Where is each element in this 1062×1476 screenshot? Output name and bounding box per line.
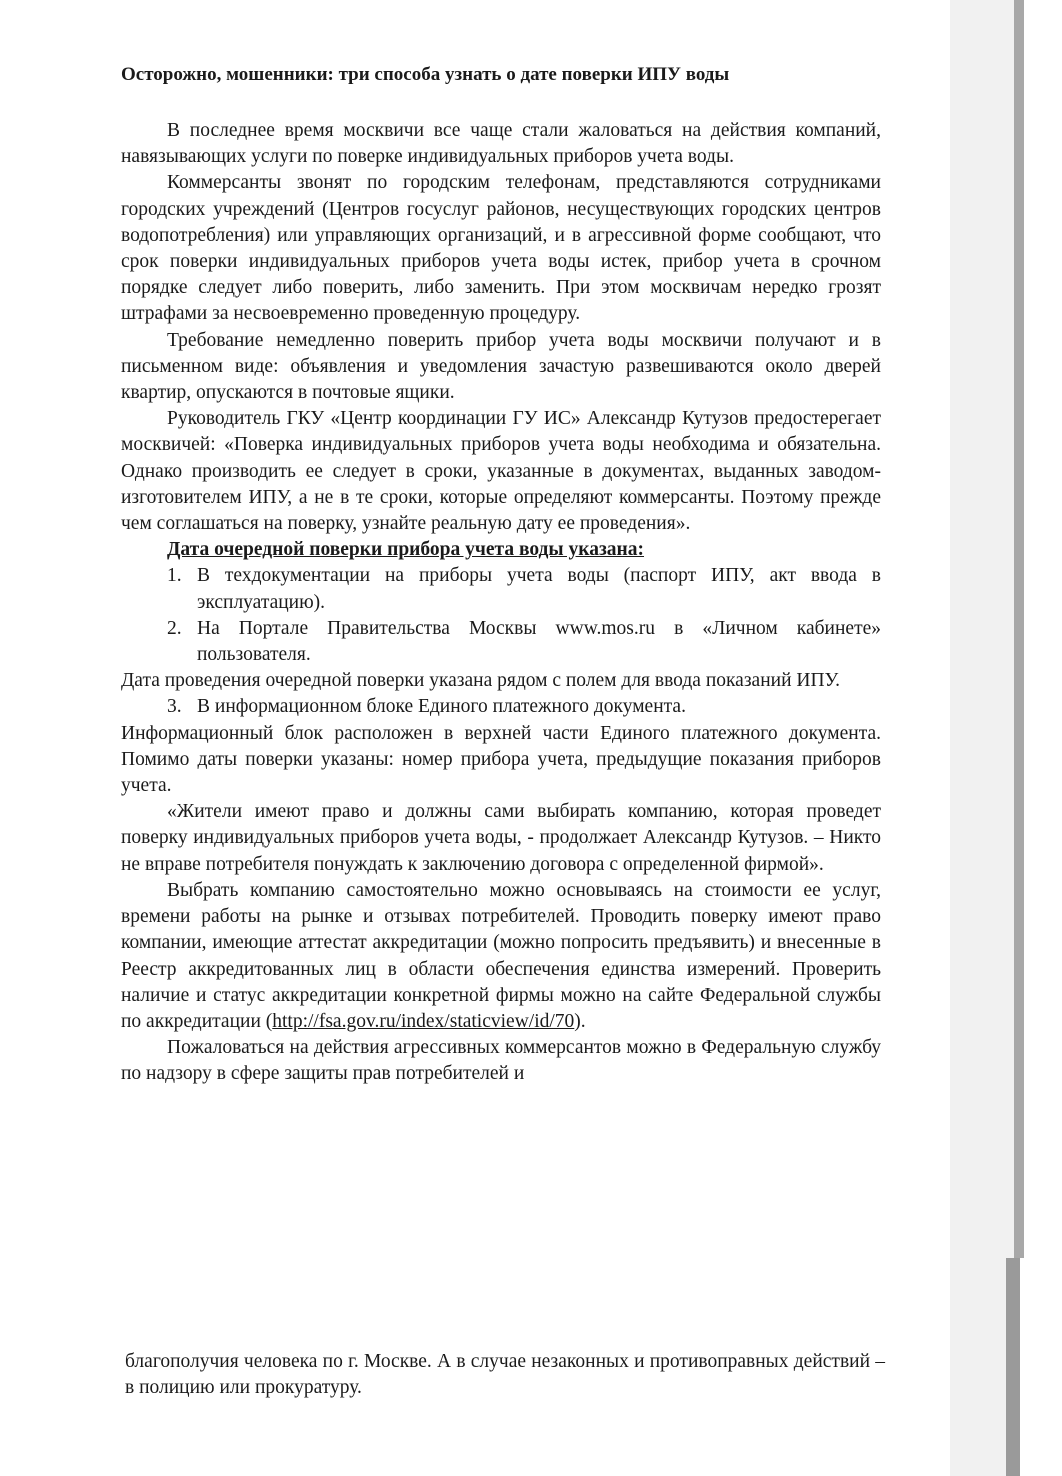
accreditation-link[interactable]: http://fsa.gov.ru/index/staticview/id/70 bbox=[272, 1010, 575, 1032]
numbered-list-continued bbox=[121, 694, 881, 720]
paragraph-written-notices: Требование немедленно поверить прибор учета воды москвичи получают и в письменном виде: объявления и уведомления зачастую развешиваются около дверей квартир, опускаются в почтовые ящики. bbox=[121, 329, 881, 404]
list-item bbox=[121, 563, 881, 615]
scan-border-line-lower bbox=[1006, 1258, 1020, 1476]
list-item-text: В техдокументации на приборы учета воды (паспорт ИПУ, акт ввода в эксплуатацию). bbox=[197, 565, 881, 613]
numbered-list bbox=[121, 563, 881, 668]
paragraph-residents-rights: «Жители имеют право и должны сами выбирать компанию, которая проведет поверку индивидуальных приборов учета воды, - продолжает Александр Кутузов. – Никто не вправе потребителя понуждать к заключению договора с определенной фирмой». bbox=[121, 801, 881, 875]
document-title: Осторожно, мошенники: три способа узнать о дате поверки ИПУ воды bbox=[121, 64, 730, 85]
list-number: 3. bbox=[167, 696, 182, 718]
section-heading: Дата очередной поверки прибора учета воды указана: bbox=[167, 539, 645, 561]
list-number: 2. bbox=[167, 617, 182, 639]
scan-shadow bbox=[950, 0, 1014, 1476]
list-item-text: В информационном блоке Единого платежного документа. bbox=[197, 696, 686, 718]
paragraph-callers: Коммерсанты звонят по городским телефонам, представляются сотрудниками городских учреждений (Центров госуслуг районов, несуществующих городских центров водопотребления) или управляющих организаций, и в агрессивной форме сообщают, что срок поверки индивидуальных приборов учета воды истек, прибор учета в срочном порядке следует либо поверить, либо заменить. При этом москвичам нередко грозят штрафами за несвоевременно проведенную процедуру. bbox=[121, 172, 881, 325]
paragraph-text: Выбрать компанию самостоятельно можно основываясь на стоимости ее услуг, времени работы на рынке и отзывах потребителей. Проводить поверку имеют право компании, имеющие аттестат аккредитации (можно попросить предъявить) и внесенные в Реестр аккредитованных лиц в области обеспечения единства измерений. Проверить наличие и статус аккредитации конкретной фирмы можно на сайте Федеральной службы по аккредитации ( bbox=[121, 879, 881, 1032]
paragraph-intro: В последнее время москвичи все чаще стали жаловаться на действия компаний, навязывающих услуги по поверке индивидуальных приборов учета воды. bbox=[121, 120, 881, 168]
list-item bbox=[121, 616, 881, 668]
scan-margin bbox=[1024, 0, 1062, 1476]
list-number: 1. bbox=[167, 565, 182, 587]
paragraph-complaint: Пожаловаться на действия агрессивных коммерсантов можно в Федеральную службу по надзору в сфере защиты прав потребителей и bbox=[121, 1037, 881, 1085]
scan-border-line bbox=[1014, 0, 1024, 1258]
paragraph-end: ). bbox=[574, 1010, 586, 1032]
paragraph-quote-kutuzov: Руководитель ГКУ «Центр координации ГУ ИС» Александр Кутузов предостерегает москвичей: «Поверка индивидуальных приборов учета воды необходима и обязательна. Однако производить ее следует в сроки, указанные в документах, выданных заводом-изготовителем ИПУ, а не в те сроки, которые определяют коммерсанты. Поэтому прежде чем соглашаться на поверку, узнайте реальную дату ее проведения». bbox=[121, 408, 881, 535]
list-item bbox=[121, 694, 881, 720]
paragraph-complaint-end: благополучия человека по г. Москве. А в случае незаконных и противоправных действий – в полицию или прокуратуру. bbox=[125, 1351, 885, 1399]
document-body bbox=[121, 62, 881, 1088]
paragraph-info-block: Информационный блок расположен в верхней части Единого платежного документа. Помимо даты поверки указаны: номер прибора учета, предыдущие показания приборов учета. bbox=[121, 722, 881, 797]
document-continuation bbox=[125, 1349, 885, 1401]
list-item-text: На Портале Правительства Москвы www.mos.ru в «Личном кабинете» пользователя. bbox=[197, 617, 881, 666]
paragraph-date-location: Дата проведения очередной поверки указана рядом с полем для ввода показаний ИПУ. bbox=[121, 670, 841, 692]
paragraph-choose-company bbox=[121, 878, 881, 1035]
scan-edge bbox=[950, 0, 1062, 1476]
